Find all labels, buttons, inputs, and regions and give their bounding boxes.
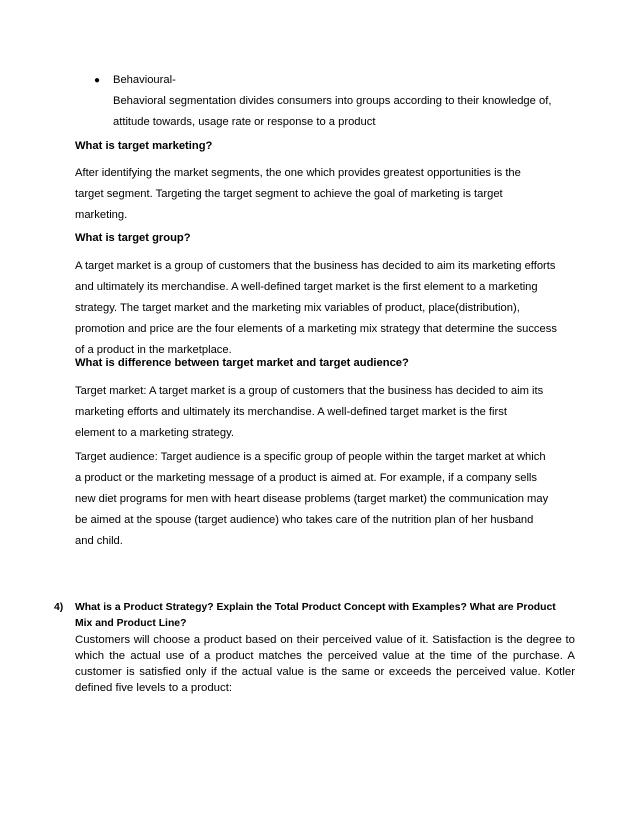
paragraph-target-group: A target market is a group of customers that the business has decided to aim its marketing efforts and ultimately its merchandise. A well-defined target market is the first element to a marketing strategy. The target market and the marketing mix variables of product, place(distribution), promotion and price are the four elements of a marketing mix strategy that determine the success of a product in the marketplace. [75,260,557,356]
paragraph-target-marketing: After identifying the market segments, the one which provides greatest opportunities is the target segment. Targeting the target segment to achieve the goal of marketing is target marketing. [75,167,521,221]
bullet-title: Behavioural- [113,74,176,86]
heading-target-marketing: What is target marketing? [75,140,213,152]
bullet-item-behavioural [113,70,553,133]
heading-target-difference: What is difference between target market and target audience? [75,357,409,369]
bullet-dot: ● [94,75,101,86]
answer-paragraph: Customers will choose a product based on their perceived value of it. Satisfaction is the degree to which the actual use of a product matches the perceived value at the time of the purchase. A customer is satisfied only if the actual value is the same or exceeds the perceived value. Kotler defined five levels to a product: [75,634,575,694]
question-number: 4) [54,602,64,613]
bullet-text: Behavioral segmentation divides consumers into groups according to their knowledge of, attitude towards, usage rate or response to a product [113,95,552,128]
paragraph-target-market-definition: Target market: A target market is a group of customers that the business has decided to aim its marketing efforts and ultimately its merchandise. A well-defined target market is the first element to a marketing strategy. [75,385,544,439]
question-text: What is a Product Strategy? Explain the Total Product Concept with Examples? What are Product Mix and Product Line? [75,602,556,629]
paragraph-target-audience-definition: Target audience: Target audience is a specific group of people within the target market at which a product or the marketing message of a product is aimed at. For example, if a company sells new diet programs for men with heart disease problems (target market) the communication may be aimed at the spouse (target audience) who takes care of the nutrition plan of her husband and child. [75,451,549,547]
heading-target-group: What is target group? [75,232,191,244]
